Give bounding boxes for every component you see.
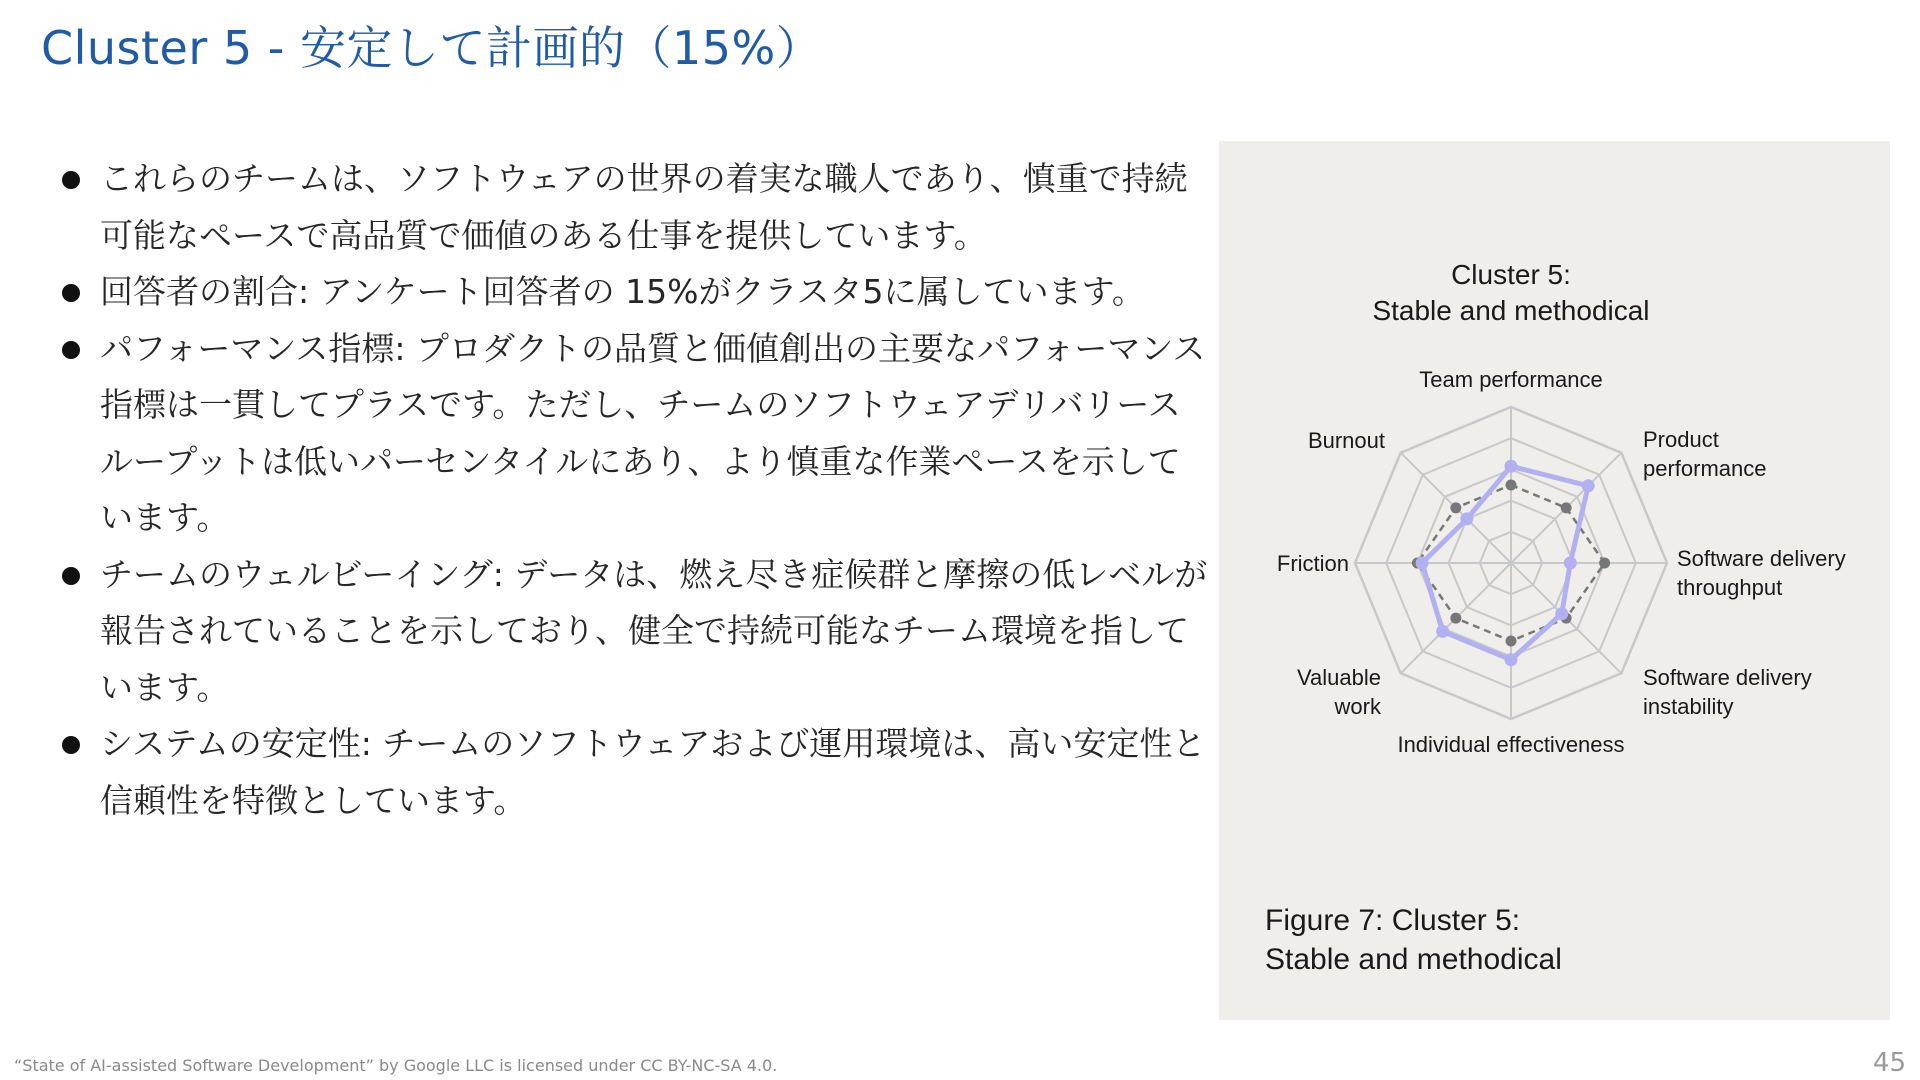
radar-axis-label	[1643, 665, 1812, 719]
bullet-item	[58, 264, 1208, 321]
figure-panel	[1219, 141, 1890, 1020]
page-title: Cluster 5 - 安定して計画的（15%）	[41, 21, 823, 75]
bullet-dot-icon	[62, 284, 80, 302]
radar-axis-label-line: Individual effectiveness	[1397, 732, 1625, 757]
radar-axis-label-line: Software delivery	[1643, 665, 1812, 690]
radar-axis-label	[1308, 428, 1385, 453]
bullet-item	[58, 716, 1208, 829]
radar-point-cluster5	[1505, 460, 1518, 473]
radar-axis-label-line: work	[1334, 694, 1381, 719]
bullet-text: チームのウェルビーイング: データは、燃え尽き症候群と摩擦の低レベルが報告されていることを示しており、健全で持続可能なチーム環境を指しています。	[100, 554, 1208, 707]
bullet-dot-icon	[62, 171, 80, 189]
page-number: 45	[1872, 1048, 1906, 1078]
bullet-item	[58, 547, 1208, 717]
radar-axis-label	[1297, 665, 1382, 719]
radar-point-cluster5	[1416, 557, 1429, 570]
radar-point-cluster5	[1505, 653, 1518, 666]
bullet-text: 回答者の割合: アンケート回答者の 15%がクラスタ5に属しています。	[100, 272, 1145, 311]
radar-point-baseline	[1450, 502, 1461, 513]
bullet-text: これらのチームは、ソフトウェアの世界の着実な職人であり、慎重で持続可能なペースで高品質で価値のある仕事を提供しています。	[100, 159, 1188, 255]
figure-caption-line1: Figure 7: Cluster 5:	[1265, 904, 1521, 937]
figure-caption-line2: Stable and methodical	[1265, 943, 1562, 976]
chart-title-line1: Cluster 5:	[1451, 259, 1571, 290]
chart-title-line2: Stable and methodical	[1372, 295, 1650, 326]
license-footer: “State of AI-assisted Software Development” by Google LLC is licensed under CC BY-NC-SA 4.0.	[14, 1056, 778, 1075]
radar-axis-label-line: Product	[1643, 427, 1719, 452]
radar-axis-label-line: performance	[1643, 456, 1767, 481]
bullet-dot-icon	[62, 736, 80, 754]
radar-point-baseline	[1506, 636, 1517, 647]
radar-axis-label	[1677, 546, 1846, 600]
radar-axis-label-line: Valuable	[1297, 665, 1381, 690]
bullet-item	[58, 321, 1208, 547]
bullet-dot-icon	[62, 567, 80, 585]
radar-axis-label	[1277, 551, 1349, 576]
radar-axis-label-line: instability	[1643, 694, 1734, 719]
radar-axis-label-line: throughput	[1677, 575, 1783, 600]
radar-point-baseline	[1599, 558, 1610, 569]
radar-point-cluster5	[1460, 512, 1473, 525]
radar-axis-label	[1419, 367, 1602, 392]
radar-point-baseline	[1561, 502, 1572, 513]
bullet-text: システムの安定性: チームのソフトウェアおよび運用環境は、高い安定性と信頼性を特徴としています。	[100, 724, 1206, 820]
radar-axis-label-line: Team performance	[1419, 367, 1603, 392]
bullet-list	[58, 151, 1208, 829]
radar-point-cluster5	[1582, 479, 1595, 492]
radar-point-cluster5	[1436, 625, 1449, 638]
radar-axis-label-line: Friction	[1276, 551, 1349, 576]
radar-axis-label	[1643, 427, 1767, 481]
radar-point-cluster5	[1555, 607, 1568, 620]
bullet-item	[58, 151, 1208, 264]
radar-chart	[1219, 141, 1890, 1020]
figure-caption	[1265, 901, 1562, 979]
radar-axis-label-line: Burnout	[1307, 428, 1385, 453]
radar-axis-label-line: Software delivery	[1677, 546, 1846, 571]
bullet-text: パフォーマンス指標: プロダクトの品質と価値創出の主要なパフォーマンス指標は一貫してプラスです。ただし、チームのソフトウェアデリバリースループットは低いパーセンタイルにあり、より慎重な作業ペースを示しています。	[100, 328, 1206, 537]
bullet-dot-icon	[62, 341, 80, 359]
radar-point-cluster5	[1564, 557, 1577, 570]
radar-point-baseline	[1450, 613, 1461, 624]
radar-axis-label	[1397, 732, 1624, 757]
radar-point-baseline	[1506, 480, 1517, 491]
